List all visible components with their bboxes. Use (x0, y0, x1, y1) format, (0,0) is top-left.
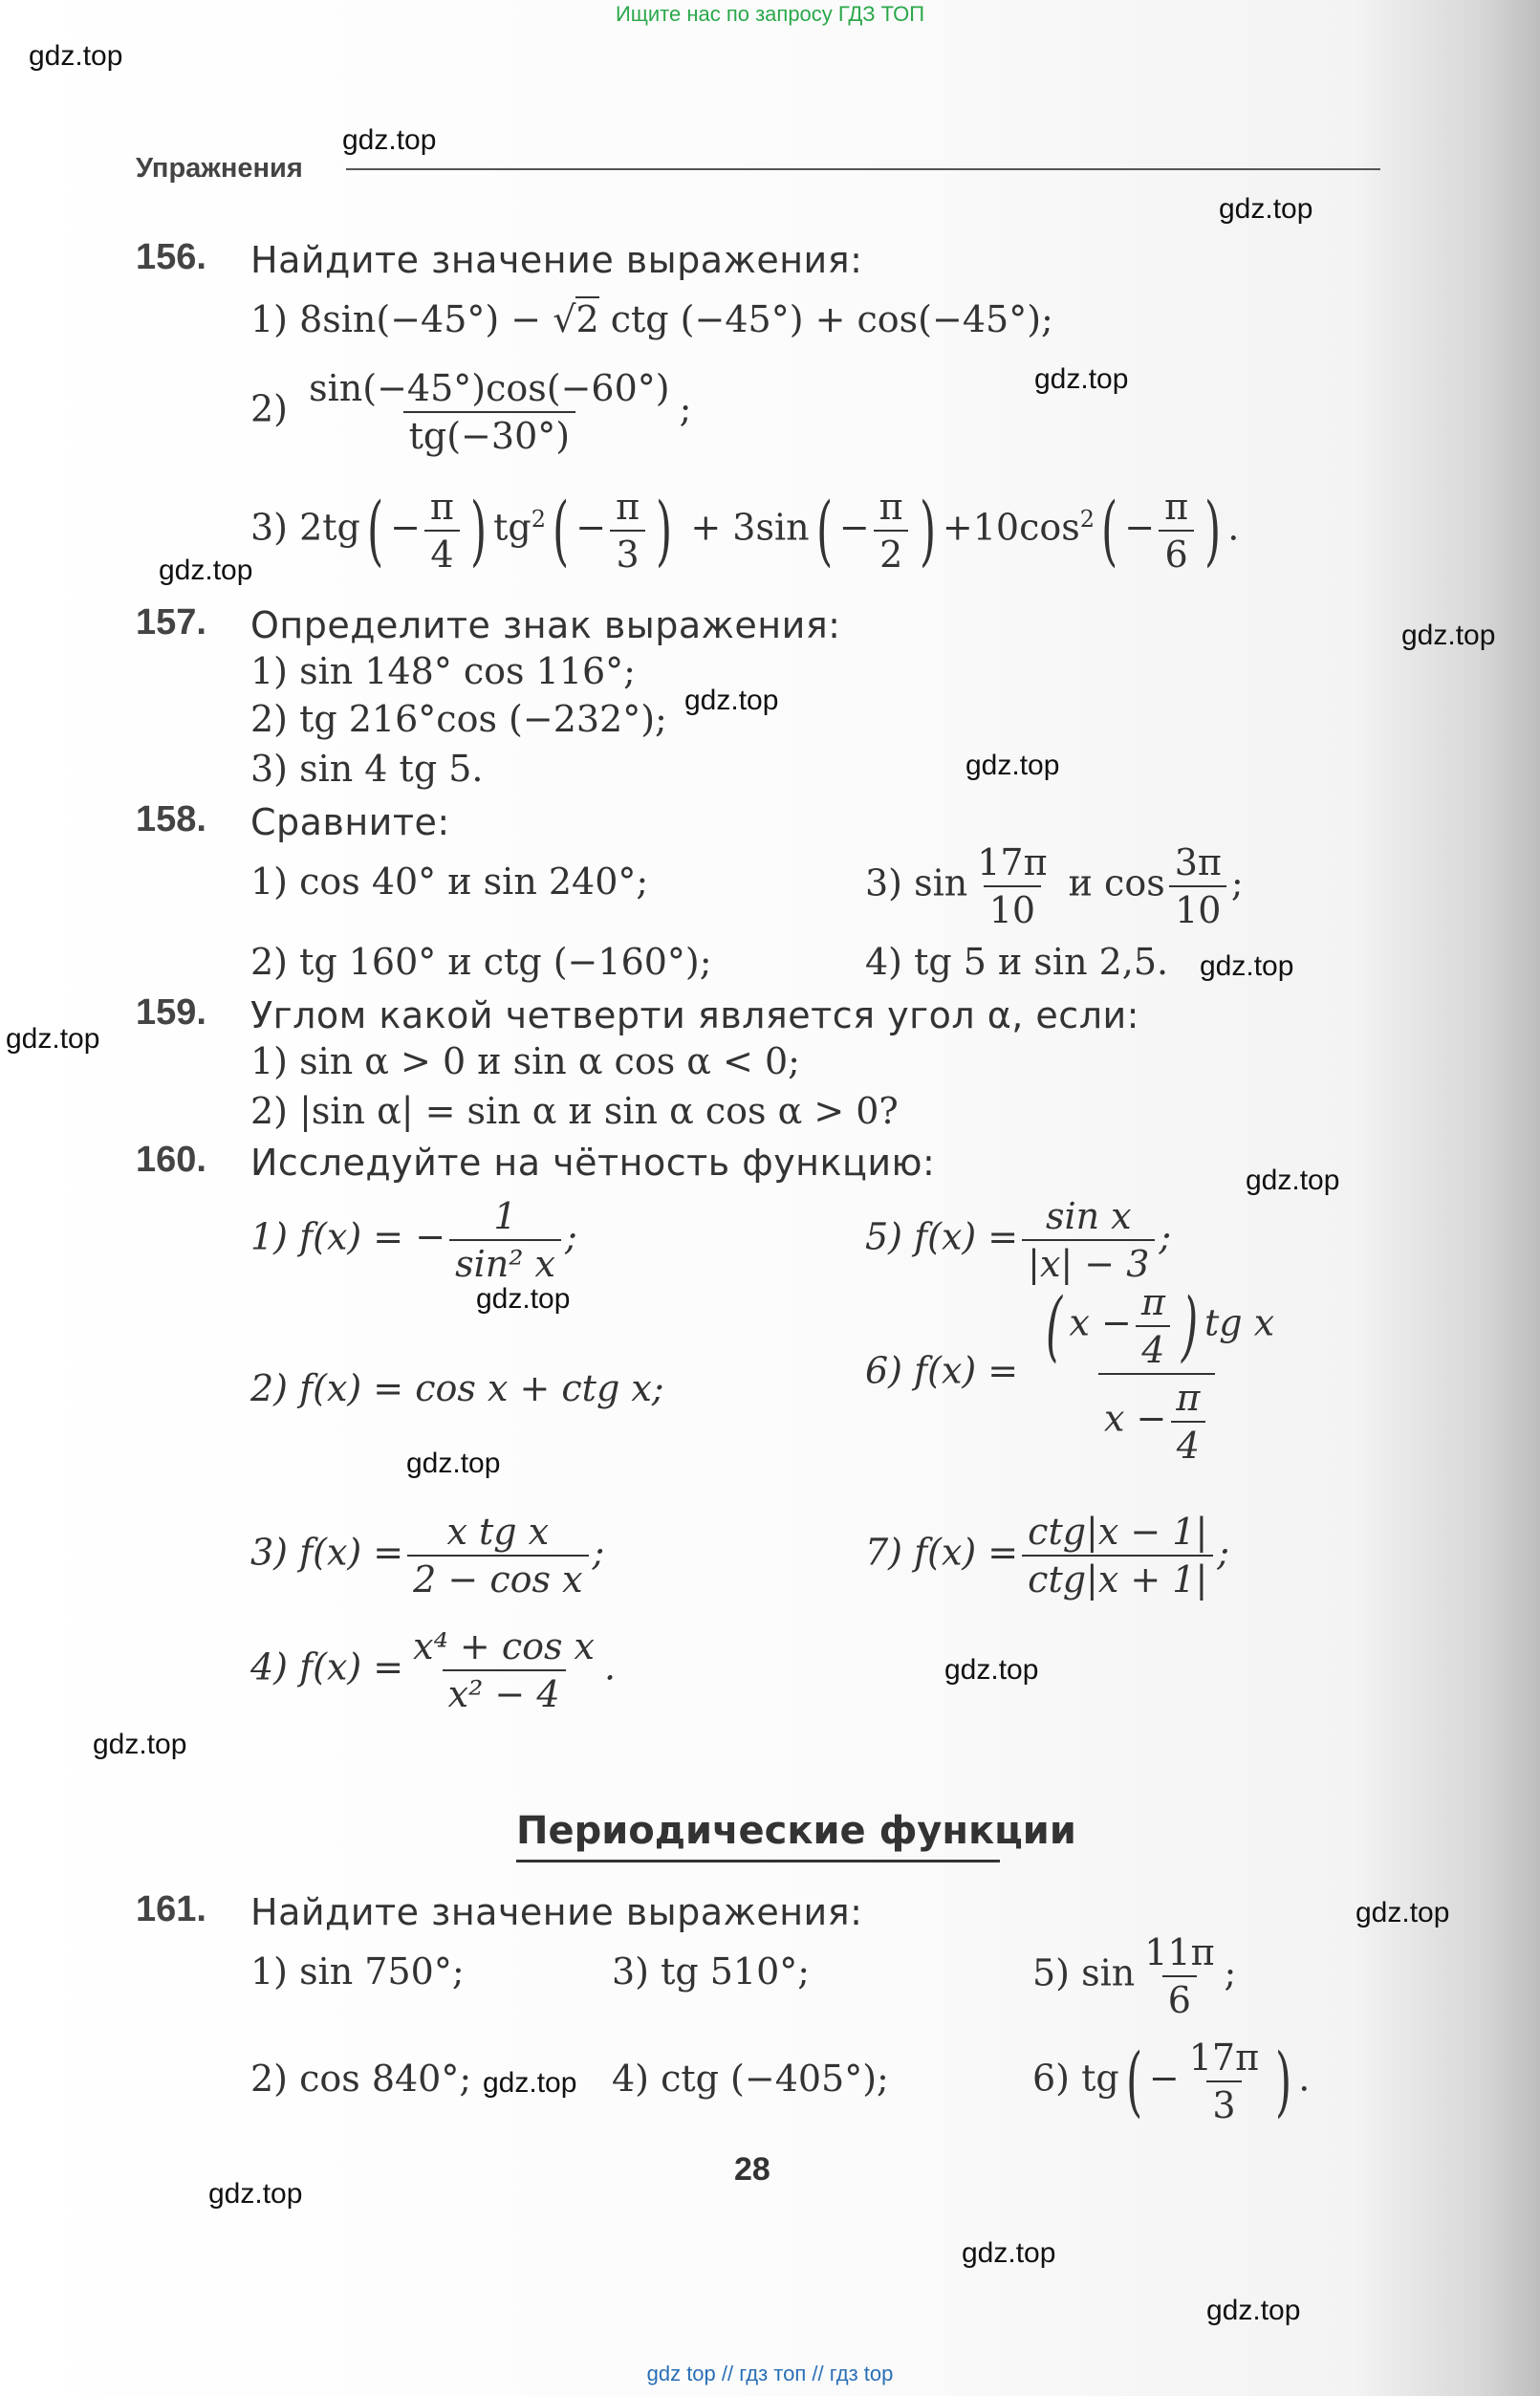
expression-line: 2) tg 160° и ctg (−160°); (250, 941, 712, 983)
watermark: gdz.top (1034, 363, 1129, 395)
watermark: gdz.top (684, 685, 779, 716)
exercise-number: 159. (136, 992, 206, 1033)
footer-links[interactable]: gdz top // гдз топ // гдз top (646, 2362, 894, 2385)
exercise-task: Найдите значение выражения: (250, 239, 863, 281)
expression-line: 1) 8sin(−45°) − √2 ctg (−45°) + cos(−45°); (250, 298, 1053, 340)
expression-line: 3) tg 510°; (612, 1950, 811, 1993)
function-4: 4) f(x) = $\frac{\text{x⁴ + cos x}}{\text{x² − 4}}$ . (250, 1625, 617, 1715)
subsection-title: Периодические функции (516, 1809, 1076, 1853)
watermark: gdz.top (944, 1654, 1039, 1686)
exercise-task: Исследуйте на чётность функцию: (250, 1142, 936, 1184)
watermark: gdz.top (29, 40, 123, 72)
expression-line: 2) $\frac{\sin(-45^\circ)\cos(-60^\circ)}{tg(-30^\circ)}$ ; (250, 367, 692, 457)
exercise-number: 157. (136, 602, 206, 643)
watermark: gdz.top (483, 2067, 577, 2099)
watermark: gdz.top (476, 1283, 571, 1315)
exercise-number: 156. (136, 237, 206, 277)
exercise-number: 161. (136, 1889, 206, 1929)
expression-line: 1) cos 40° и sin 240°; (250, 860, 649, 903)
expression-line: 5) sin $\frac{11\pi}{6}$ ; (1032, 1931, 1237, 2021)
expression-line: 1) sin 148° cos 116°; (250, 650, 636, 692)
exercise-number: 160. (136, 1140, 206, 1180)
watermark: gdz.top (962, 2237, 1056, 2269)
expression-line: 1) sin 750°; (250, 1950, 465, 1993)
expression-line: 2) cos 840°; (250, 2058, 472, 2100)
exercise-task: Сравните: (250, 801, 450, 843)
function-1: 1) f(x) = − $\frac{1}{\text{sin² x}}$ ; (250, 1195, 577, 1285)
expression-line: 2) tg 216°cos (−232°); (250, 698, 667, 740)
watermark: gdz.top (1356, 1897, 1450, 1928)
exercise-task: Определите знак выражения: (250, 604, 841, 646)
expression-line: 4) tg 5 и sin 2,5. (865, 941, 1169, 983)
watermark: gdz.top (1401, 620, 1496, 651)
watermark: gdz.top (1200, 950, 1294, 982)
function-6: 6) f(x) = ( x − $\frac{\pi}{4}$ ) tg x x − $\frac{\pi}{4}$ (865, 1281, 1275, 1467)
watermark: gdz.top (1246, 1165, 1340, 1196)
page-number: 28 (734, 2151, 770, 2188)
watermark: gdz.top (965, 750, 1060, 781)
watermark: gdz.top (406, 1448, 501, 1479)
function-5: 5) f(x) = $\frac{\text{sin x}}{|x| - 3}$ ; (865, 1195, 1172, 1285)
exercise-task: Углом какой четверти является угол α, если: (250, 994, 1139, 1036)
expression-line: 1) sin α > 0 и sin α cos α < 0; (250, 1040, 800, 1082)
function-2: 2) f(x) = cos x + ctg x; (250, 1367, 664, 1409)
fraction: $\frac{\sin(-45^\circ)\cos(-60^\circ)}{tg(-30^\circ)}$ (309, 367, 670, 457)
exercise-task: Найдите значение выражения: (250, 1891, 863, 1933)
header-rule (346, 168, 1380, 170)
subsection-rule (516, 1860, 1000, 1862)
expression-line: 3) 2tg( − $\frac{\pi}{4}$ ) $tg^2$( − $\frac{\pi}{3}$ ) + 3sin( − $\frac{\pi}{2}$ ) $+10\cos^2$( − $\frac{\pi}{6}$ ) . (250, 486, 1240, 576)
watermark: gdz.top (159, 555, 253, 586)
section-title: Упражнения (136, 153, 303, 184)
function-7: 7) f(x) = $\frac{\text{ctg|x − 1|}}{\text{ctg|x + 1|}}$ ; (865, 1511, 1230, 1601)
header-search-link[interactable]: Ищите нас по запросу ГДЗ ТОП (615, 2, 925, 26)
watermark: gdz.top (208, 2178, 303, 2210)
expression-line: 3) sin 4 tg 5. (250, 748, 484, 790)
function-3: 3) f(x) = $\frac{\text{x tg x}}{\text{2 − cos x}}$ ; (250, 1511, 605, 1601)
expression-line: 4) ctg (−405°); (612, 2058, 889, 2100)
watermark: gdz.top (1219, 193, 1313, 225)
watermark: gdz.top (1206, 2295, 1301, 2326)
exercise-number: 158. (136, 799, 206, 839)
watermark: gdz.top (93, 1729, 187, 1760)
expression-line: 2) |sin α| = sin α и sin α cos α > 0? (250, 1090, 899, 1132)
expression-line: 3) sin $\frac{17\pi}{10}$ и cos $\frac{3\pi}{10}$ ; (865, 841, 1244, 931)
expression-line: 6) tg( − $\frac{17\pi}{3}$ ) . (1032, 2037, 1311, 2126)
watermark: gdz.top (342, 124, 437, 156)
watermark: gdz.top (6, 1023, 100, 1055)
